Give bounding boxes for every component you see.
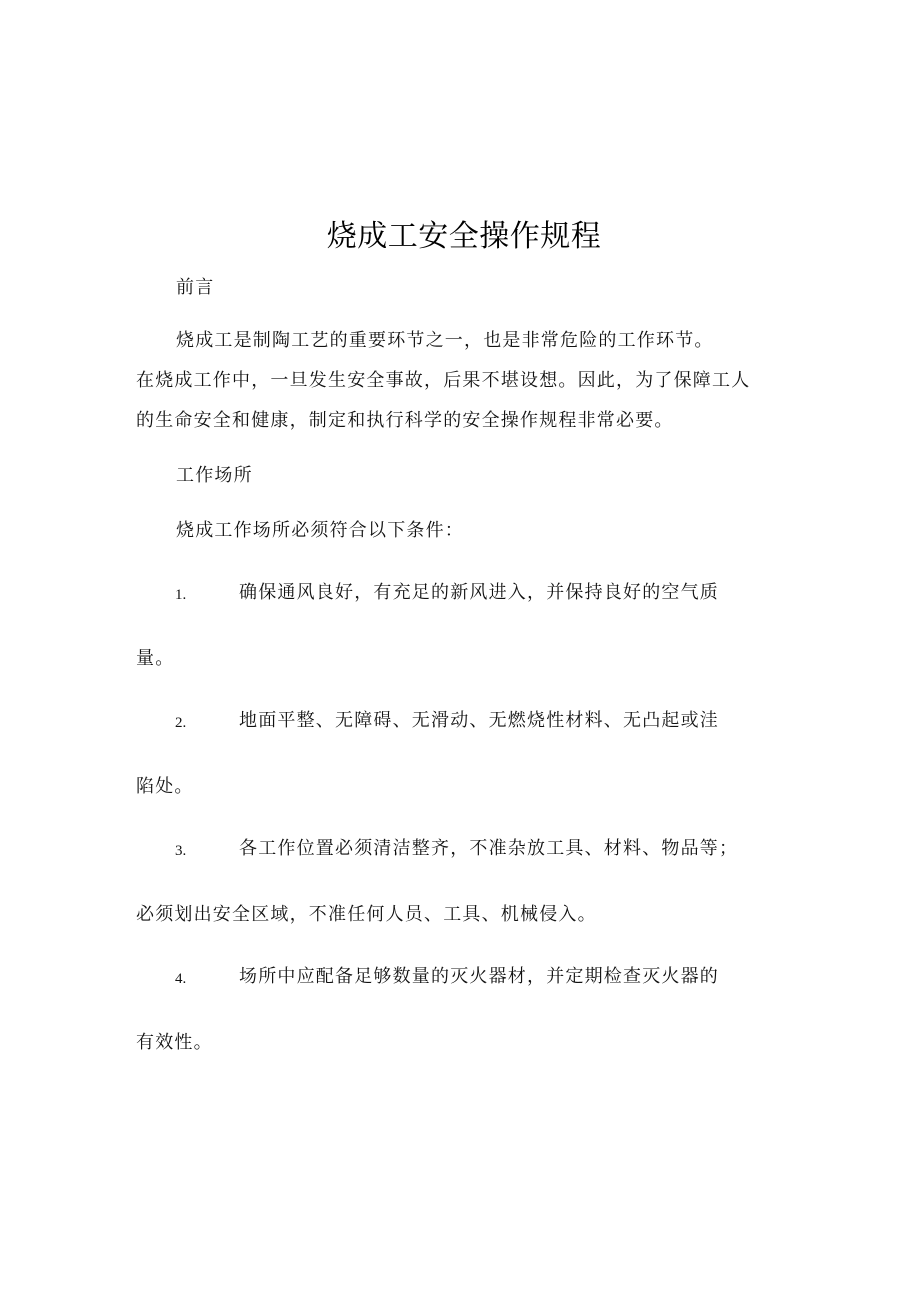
preface-line-3: 的生命安全和健康，制定和执行科学的安全操作规程非常必要。 — [136, 410, 674, 431]
item-text-line-1: 确保通风良好，有充足的新风进入，并保持良好的空气质 — [239, 582, 719, 603]
preface-line-1: 烧成工是制陶工艺的重要环节之一，也是非常危险的工作环节。 — [176, 330, 714, 351]
preface-heading: 前言 — [176, 277, 215, 298]
workplace-heading: 工作场所 — [176, 465, 253, 486]
preface-line-2: 在烧成工作中，一旦发生安全事故，后果不堪设想。因此，为了保障工人 — [136, 370, 751, 391]
document-title: 烧成工安全操作规程 — [326, 219, 602, 254]
item-text-line-2: 陷处。 — [136, 776, 194, 797]
item-number: 2. — [175, 715, 187, 731]
item-text-line-2: 量。 — [136, 648, 175, 669]
item-number: 1. — [175, 587, 187, 603]
item-number: 4. — [175, 971, 187, 987]
item-text-line-2: 有效性。 — [136, 1032, 213, 1053]
item-text-line-2: 必须划出安全区域，不准任何人员、工具、机械侵入。 — [136, 904, 597, 925]
item-text-line-1: 各工作位置必须清洁整齐，不准杂放工具、材料、物品等； — [239, 838, 739, 859]
item-number: 3. — [175, 843, 187, 859]
item-text-line-1: 场所中应配备足够数量的灭火器材，并定期检查灭火器的 — [239, 966, 719, 987]
workplace-intro: 烧成工作场所必须符合以下条件： — [176, 520, 464, 541]
item-text-line-1: 地面平整、无障碍、无滑动、无燃烧性材料、无凸起或洼 — [239, 710, 719, 731]
